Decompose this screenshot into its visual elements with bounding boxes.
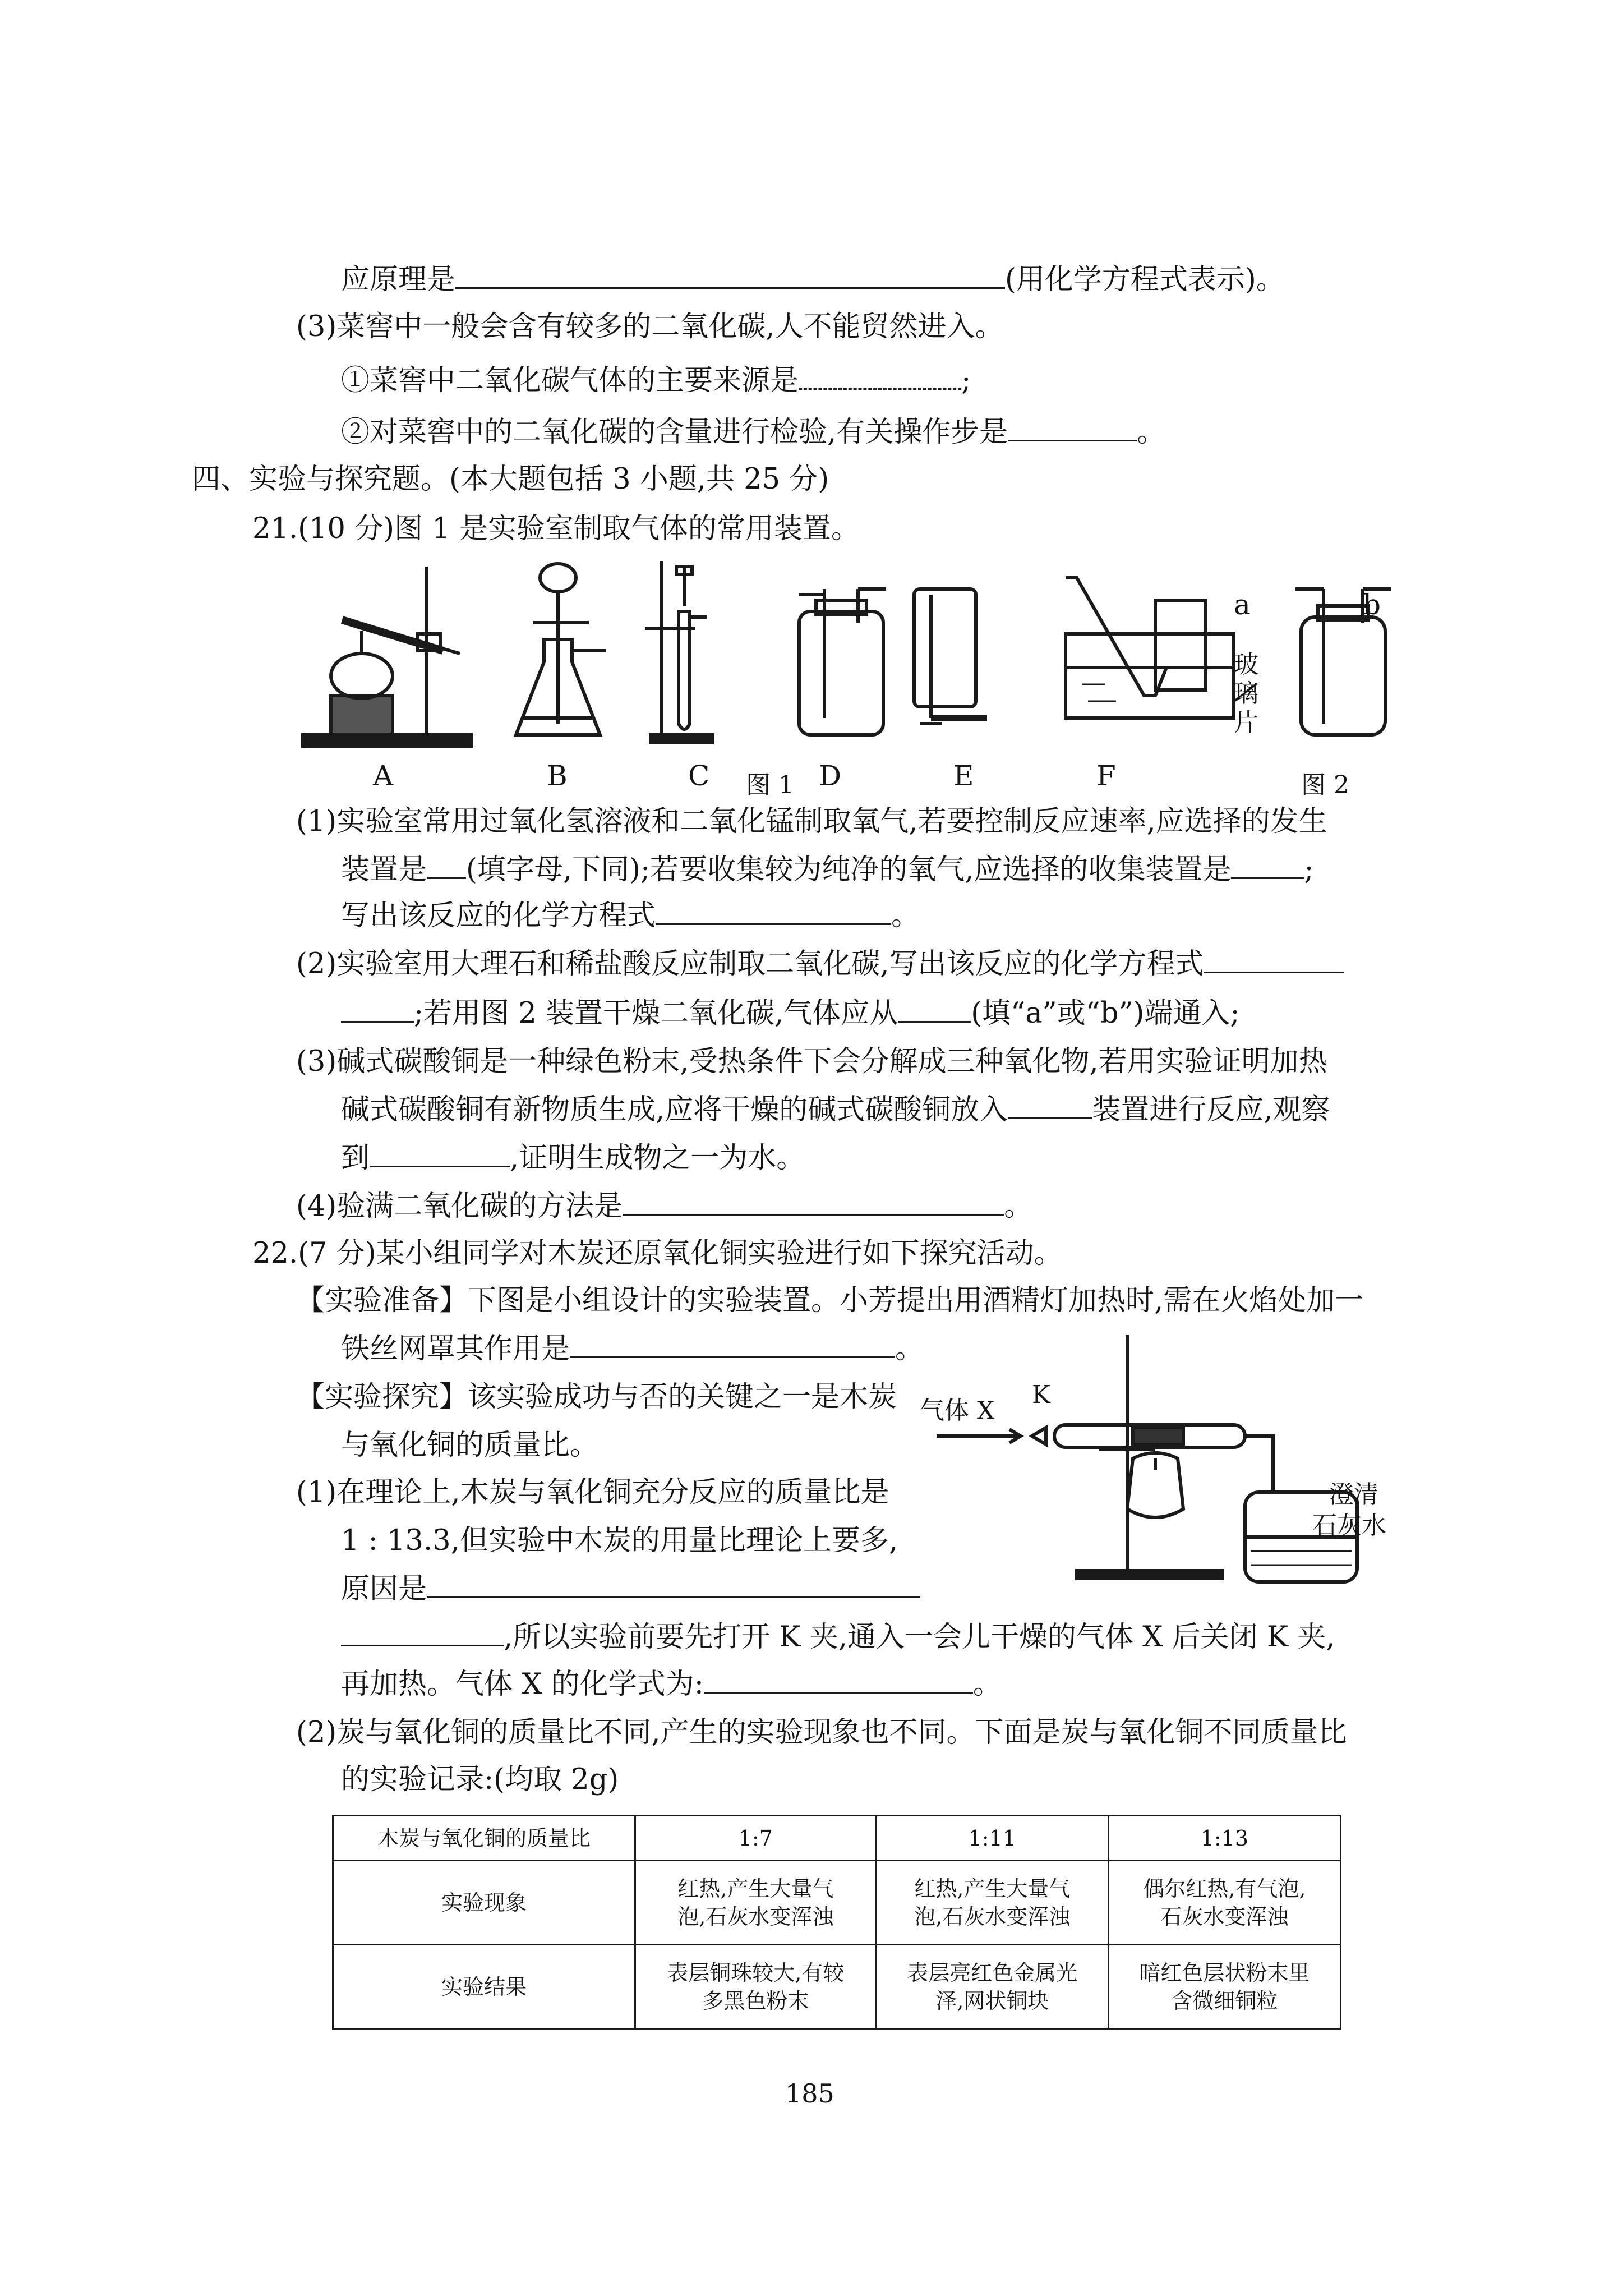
table-cell [635, 1945, 877, 2029]
cell-line: 含微细铜粒 [1171, 1988, 1278, 2013]
text: ; [961, 364, 971, 397]
text: 【实验探究】该实验成功与否的关键之一是木炭 [296, 1381, 897, 1414]
answer-blank[interactable] [570, 1331, 895, 1358]
text: 到 [341, 1142, 370, 1175]
answer-blank[interactable] [799, 362, 961, 390]
figure-label-b: B [547, 760, 568, 792]
cell-line: 泡,石灰水变浑浊 [914, 1904, 1071, 1929]
cell-line: 泡,石灰水变浑浊 [677, 1904, 834, 1929]
question-part [296, 1043, 1327, 1080]
figure-3-apparatus [931, 1329, 1413, 1588]
text: 与氧化铜的质量比。 [341, 1429, 599, 1462]
text: ,所以实验前要先打开 K 夹,通入一会儿干燥的气体 X 后关闭 K 夹, [504, 1621, 1335, 1654]
cell-line: 偶尔红热,有气泡, [1143, 1876, 1306, 1901]
port-b-label: b [1363, 588, 1381, 621]
text: 22.(7 分)某小组同学对木炭还原氧化铜实验进行如下探究活动。 [252, 1237, 1063, 1270]
text: 铁丝网罩其作用是 [341, 1332, 570, 1365]
question-part [296, 1474, 889, 1511]
text-line [341, 1571, 920, 1608]
text: 【实验准备】下图是小组设计的实验装置。小芳提出用酒精灯加热时,需在火焰处加一 [296, 1284, 1364, 1317]
cell-line: 表层亮红色金属光 [907, 1960, 1078, 1985]
text-line [341, 1761, 619, 1798]
row-label: 实验现象 [333, 1861, 635, 1945]
cell-line: 红热,产生大量气 [914, 1876, 1071, 1901]
gas-x-label: 气体 X [920, 1396, 995, 1425]
answer-blank[interactable] [1231, 852, 1304, 879]
text: (1)实验室常用过氧化氢溶液和二氧化锰制取氧气,若要控制反应速率,应选择的发生 [296, 805, 1327, 838]
text-line [341, 414, 1165, 451]
text-line [341, 1522, 898, 1559]
cell-line: 红热,产生大量气 [677, 1876, 834, 1901]
table-header-cell: 1:11 [876, 1816, 1108, 1861]
text-line [341, 1331, 924, 1368]
figure-label-f: F [1096, 760, 1116, 792]
glass-label-2: 璃 [1234, 679, 1258, 708]
text: 。 [1137, 416, 1166, 449]
answer-blank[interactable] [898, 995, 971, 1023]
question-part [296, 803, 1327, 840]
table-header-cell: 木炭与氧化铜的质量比 [333, 1816, 635, 1861]
apparatus-d [799, 589, 886, 735]
text: ;若用图 2 装置干燥二氧化碳,气体应从 [414, 997, 898, 1030]
table-row [333, 1945, 1341, 2029]
apparatus-e [914, 589, 987, 724]
answer-blank[interactable] [341, 995, 414, 1023]
figure-2-caption: 图 2 [1301, 771, 1349, 799]
cell-line: 泽,网状铜块 [935, 1988, 1049, 2013]
text-line [341, 1619, 1335, 1656]
answer-blank[interactable] [455, 261, 1005, 289]
question-part [296, 1188, 1032, 1225]
glass-label-3: 片 [1234, 708, 1258, 737]
text-line [341, 261, 1285, 298]
table-header-cell: 1:13 [1108, 1816, 1340, 1861]
question-part [296, 309, 1003, 346]
answer-blank[interactable] [1008, 414, 1137, 441]
table-cell [876, 1945, 1108, 2029]
table-cell [1108, 1861, 1340, 1945]
text: 的实验记录:(均取 2g) [341, 1763, 619, 1796]
text: (3)菜窖中一般会含有较多的二氧化碳,人不能贸然进入。 [296, 310, 1004, 343]
text: (填字母,下同);若要收集较为纯净的氧气,应选择的收集装置是 [466, 853, 1232, 886]
apparatus-b [516, 564, 606, 735]
text: (2)实验室用大理石和稀盐酸反应制取二氧化碳,写出该反应的化学方程式 [296, 947, 1204, 981]
text-line [341, 1427, 598, 1464]
page-number: 185 [785, 2078, 834, 2109]
question-heading [252, 1235, 1063, 1272]
row-label: 实验结果 [333, 1945, 635, 2029]
table-cell [635, 1861, 877, 1945]
figure-label-d: D [819, 760, 842, 792]
text-line [341, 1092, 1330, 1129]
table-row [333, 1861, 1341, 1945]
cell-line: 多黑色粉末 [702, 1988, 809, 2013]
apparatus-a [303, 567, 471, 746]
apparatus-c [645, 561, 712, 743]
text: 。 [891, 899, 920, 932]
experiment-record-table [332, 1815, 1341, 2030]
cell-line: 暗红色层状粉末里 [1139, 1960, 1310, 1985]
text: 装置进行反应,观察 [1092, 1093, 1330, 1126]
text-line [341, 1140, 805, 1177]
cell-line: 表层铜珠较大,有较 [667, 1960, 845, 1985]
table-cell [876, 1861, 1108, 1945]
figure-label-c: C [688, 760, 710, 792]
text-line [341, 1666, 1002, 1703]
question-part [296, 1714, 1347, 1751]
answer-blank[interactable] [656, 898, 891, 925]
text-line [341, 362, 971, 399]
text: (1)在理论上,木炭与氧化铜充分反应的质量比是 [296, 1476, 889, 1509]
text-line [296, 1282, 1363, 1319]
text-line [341, 898, 920, 935]
text: 应原理是 [341, 263, 456, 296]
text-line [341, 852, 1314, 889]
answer-blank[interactable] [370, 1140, 510, 1167]
text-line [296, 1379, 897, 1416]
text-line [341, 995, 1240, 1032]
text: (4)验满二氧化碳的方法是 [296, 1190, 623, 1223]
text: 碱式碳酸铜有新物质生成,应将干燥的碱式碳酸铜放入 [341, 1093, 1008, 1126]
apparatus-f [1066, 578, 1256, 718]
table-header-cell: 1:7 [635, 1816, 877, 1861]
limewater-label-1: 澄清 [1329, 1480, 1378, 1509]
answer-blank[interactable] [427, 852, 466, 879]
text: 。 [895, 1332, 924, 1365]
answer-blank[interactable] [341, 1619, 504, 1646]
text: ,证明生成物之一为水。 [510, 1142, 805, 1175]
limewater-label-2: 石灰水 [1312, 1511, 1386, 1540]
answer-blank[interactable] [1204, 946, 1344, 973]
text: 1 : 13.3,但实验中木炭的用量比理论上要多, [341, 1524, 898, 1557]
text: 原因是 [341, 1572, 427, 1605]
text: 。 [972, 1668, 1002, 1701]
text: 。 [1004, 1190, 1033, 1223]
figure-label-e: E [953, 760, 974, 792]
table-cell [1108, 1945, 1340, 2029]
answer-blank[interactable] [623, 1188, 1004, 1216]
text: ; [1304, 853, 1314, 886]
clamp-k-label: K [1032, 1381, 1050, 1409]
question-heading [252, 510, 860, 547]
text: 四、实验与探究题。(本大题包括 3 小题,共 25 分) [192, 463, 829, 496]
text: ②对菜窖中的二氧化碳的含量进行检验,有关操作步是 [341, 416, 1008, 449]
glass-label-1: 玻 [1234, 650, 1258, 679]
text: 21.(10 分)图 1 是实验室制取气体的常用装置。 [252, 512, 860, 545]
figure-1-caption: 图 1 [746, 771, 794, 799]
cell-line: 石灰水变浑浊 [1160, 1904, 1289, 1929]
answer-blank[interactable] [427, 1571, 920, 1598]
answer-blank[interactable] [704, 1666, 973, 1694]
text: ①菜窖中二氧化碳气体的主要来源是 [341, 364, 799, 397]
answer-blank[interactable] [1008, 1092, 1092, 1119]
question-part [296, 946, 1344, 983]
text: (2)炭与氧化铜的质量比不同,产生的实验现象也不同。下面是炭与氧化铜不同质量比 [296, 1716, 1347, 1749]
text: (用化学方程式表示)。 [1005, 263, 1285, 296]
figure-label-a: A [373, 760, 394, 792]
port-a-label: a [1234, 588, 1251, 621]
text: 装置是 [341, 853, 427, 886]
table-header-row [333, 1816, 1341, 1861]
text: (填“a”或“b”)端通入; [971, 997, 1240, 1030]
text: 写出该反应的化学方程式 [341, 899, 656, 932]
text: 再加热。气体 X 的化学式为: [341, 1668, 704, 1701]
section-heading [192, 461, 829, 498]
text: (3)碱式碳酸铜是一种绿色粉末,受热条件下会分解成三种氧化物,若用实验证明加热 [296, 1045, 1327, 1078]
